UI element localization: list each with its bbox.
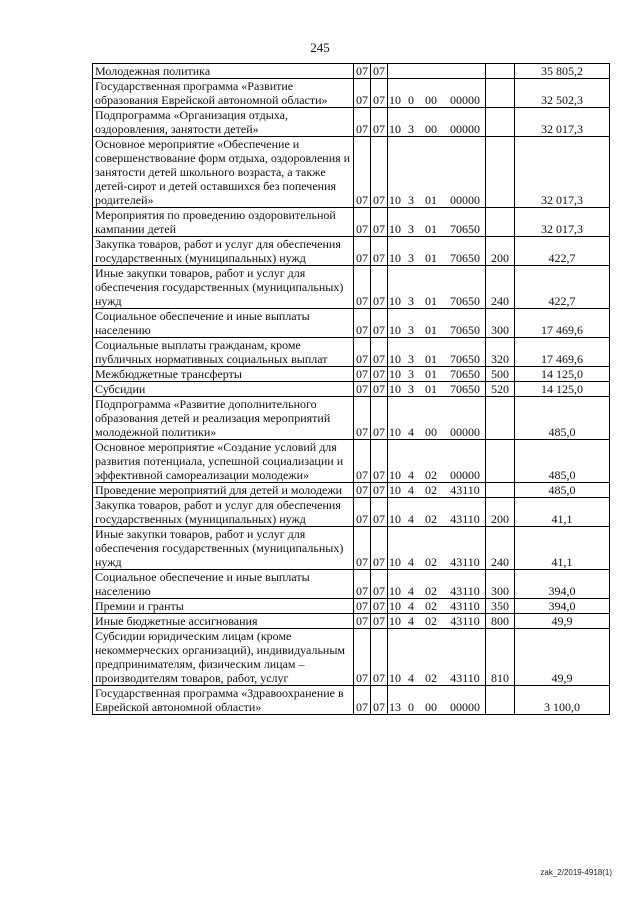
subprogram-code: 0: [408, 93, 414, 107]
expense-type-code: 200: [486, 237, 515, 266]
table-row: [93, 137, 610, 208]
program-code: 10: [389, 555, 401, 569]
row-name: Премии и гранты: [93, 599, 354, 614]
section-code: 07: [354, 440, 371, 483]
target-article-code: [388, 309, 486, 338]
activity-code: 01: [425, 294, 437, 308]
subprogram-code: 3: [408, 367, 414, 381]
target-article-parts: [389, 367, 484, 381]
activity-code: 00: [425, 700, 437, 714]
program-code: 10: [389, 367, 401, 381]
activity-code: 01: [425, 352, 437, 366]
section-code: 07: [354, 367, 371, 382]
activity-code: 00: [425, 425, 437, 439]
target-article-code: [388, 614, 486, 629]
expense-type-code: 200: [486, 498, 515, 527]
target-article-code: [388, 527, 486, 570]
row-name: Межбюджетные трансферты: [93, 367, 354, 382]
subsection-code: 07: [371, 614, 388, 629]
amount: 394,0: [515, 570, 610, 599]
activity-code: 01: [425, 382, 437, 396]
direction-code: 00000: [450, 425, 480, 439]
expense-type-code: [486, 108, 515, 137]
section-code: 07: [354, 208, 371, 237]
row-name: Иные бюджетные ассигнования: [93, 614, 354, 629]
program-code: 10: [389, 483, 401, 497]
row-name: Подпрограмма «Развитие дополнительного образования детей и реализация мероприятий молодежной политики»: [93, 397, 354, 440]
section-code: 07: [354, 64, 371, 79]
expense-type-code: 300: [486, 309, 515, 338]
target-article-code: [388, 686, 486, 715]
amount: 394,0: [515, 599, 610, 614]
target-article-parts: [389, 700, 484, 714]
target-article-parts: [389, 93, 484, 107]
activity-code: 02: [425, 468, 437, 482]
subsection-code: 07: [371, 309, 388, 338]
table-row: [93, 440, 610, 483]
section-code: 07: [354, 338, 371, 367]
expense-type-code: 350: [486, 599, 515, 614]
subsection-code: 07: [371, 629, 388, 686]
section-code: 07: [354, 527, 371, 570]
target-article-code: [388, 599, 486, 614]
row-name: Социальное обеспечение и иные выплаты населению: [93, 309, 354, 338]
expense-type-code: [486, 483, 515, 498]
subprogram-code: 0: [408, 700, 414, 714]
amount: 35 805,2: [515, 64, 610, 79]
program-code: 10: [389, 193, 401, 207]
direction-code: 00000: [450, 700, 480, 714]
subprogram-code: 4: [408, 425, 414, 439]
row-name: Основное мероприятие «Создание условий для развития потенциала, успешной социализации и эффективной самореализации молодежи»: [93, 440, 354, 483]
subsection-code: 07: [371, 208, 388, 237]
row-name: Молодежная политика: [93, 64, 354, 79]
section-code: 07: [354, 266, 371, 309]
activity-code: 02: [425, 512, 437, 526]
target-article-parts: [389, 468, 484, 482]
target-article-parts: [389, 323, 484, 337]
subsection-code: 07: [371, 137, 388, 208]
subprogram-code: 4: [408, 483, 414, 497]
subsection-code: 07: [371, 367, 388, 382]
target-article-parts: [389, 671, 484, 685]
program-code: 10: [389, 93, 401, 107]
section-code: 07: [354, 237, 371, 266]
activity-code: 02: [425, 671, 437, 685]
table-row: [93, 614, 610, 629]
subsection-code: 07: [371, 686, 388, 715]
subprogram-code: 3: [408, 294, 414, 308]
table-row: [93, 498, 610, 527]
direction-code: 43110: [450, 512, 480, 526]
target-article-parts: [389, 512, 484, 526]
subprogram-code: 4: [408, 671, 414, 685]
amount: 14 125,0: [515, 382, 610, 397]
amount: 41,1: [515, 498, 610, 527]
subsection-code: 07: [371, 498, 388, 527]
subprogram-code: 4: [408, 584, 414, 598]
row-name: Государственная программа «Развитие образования Еврейской автономной области»: [93, 79, 354, 108]
program-code: 10: [389, 323, 401, 337]
amount: 49,9: [515, 614, 610, 629]
table-row: [93, 629, 610, 686]
amount: 485,0: [515, 397, 610, 440]
activity-code: 01: [425, 367, 437, 381]
program-code: 10: [389, 425, 401, 439]
direction-code: 00000: [450, 468, 480, 482]
activity-code: 02: [425, 599, 437, 613]
table-row: [93, 483, 610, 498]
section-code: 07: [354, 108, 371, 137]
direction-code: 43110: [450, 671, 480, 685]
section-code: 07: [354, 309, 371, 338]
section-code: 07: [354, 483, 371, 498]
expense-type-code: 300: [486, 570, 515, 599]
expense-type-code: 520: [486, 382, 515, 397]
subsection-code: 07: [371, 338, 388, 367]
table-row: [93, 570, 610, 599]
direction-code: 43110: [450, 599, 480, 613]
target-article-parts: [389, 382, 484, 396]
target-article-parts: [389, 425, 484, 439]
row-name: Закупка товаров, работ и услуг для обеспечения государственных (муниципальных) нужд: [93, 237, 354, 266]
program-code: 10: [389, 512, 401, 526]
subprogram-code: 3: [408, 193, 414, 207]
row-name: Иные закупки товаров, работ и услуг для обеспечения государственных (муниципальных) нужд: [93, 527, 354, 570]
table-row: [93, 367, 610, 382]
program-code: 10: [389, 222, 401, 236]
activity-code: 02: [425, 483, 437, 497]
subprogram-code: 4: [408, 614, 414, 628]
activity-code: 02: [425, 584, 437, 598]
target-article-code: [388, 64, 486, 79]
subsection-code: 07: [371, 382, 388, 397]
amount: 17 469,6: [515, 309, 610, 338]
row-name: Закупка товаров, работ и услуг для обеспечения государственных (муниципальных) нужд: [93, 498, 354, 527]
section-code: 07: [354, 79, 371, 108]
section-code: 07: [354, 570, 371, 599]
subprogram-code: 3: [408, 323, 414, 337]
target-article-code: [388, 397, 486, 440]
section-code: 07: [354, 382, 371, 397]
expense-type-code: 800: [486, 614, 515, 629]
program-code: 10: [389, 468, 401, 482]
subsection-code: 07: [371, 483, 388, 498]
expense-type-code: 810: [486, 629, 515, 686]
activity-code: 02: [425, 614, 437, 628]
table-row: [93, 64, 610, 79]
subsection-code: 07: [371, 440, 388, 483]
amount: 49,9: [515, 629, 610, 686]
amount: 32 502,3: [515, 79, 610, 108]
page-number: 245: [310, 40, 330, 55]
target-article-parts: [389, 584, 484, 598]
amount: 32 017,3: [515, 208, 610, 237]
target-article-code: [388, 382, 486, 397]
budget-table: [92, 63, 610, 715]
expense-type-code: [486, 686, 515, 715]
activity-code: 01: [425, 193, 437, 207]
direction-code: 00000: [450, 122, 480, 136]
subprogram-code: 4: [408, 555, 414, 569]
program-code: 10: [389, 294, 401, 308]
amount: 41,1: [515, 527, 610, 570]
amount: 3 100,0: [515, 686, 610, 715]
program-code: 10: [389, 584, 401, 598]
row-name: Субсидии: [93, 382, 354, 397]
target-article-code: [388, 79, 486, 108]
table-row: [93, 338, 610, 367]
direction-code: 70650: [450, 294, 480, 308]
subsection-code: 07: [371, 570, 388, 599]
direction-code: 00000: [450, 193, 480, 207]
expense-type-code: [486, 79, 515, 108]
target-article-parts: [389, 193, 484, 207]
table-row: [93, 382, 610, 397]
target-article-code: [388, 570, 486, 599]
target-article-parts: [389, 599, 484, 613]
target-article-parts: [389, 352, 484, 366]
section-code: 07: [354, 498, 371, 527]
expense-type-code: 240: [486, 527, 515, 570]
target-article-code: [388, 498, 486, 527]
subprogram-code: 4: [408, 599, 414, 613]
subprogram-code: 4: [408, 512, 414, 526]
target-article-code: [388, 338, 486, 367]
row-name: Иные закупки товаров, работ и услуг для обеспечения государственных (муниципальных) нужд: [93, 266, 354, 309]
activity-code: 00: [425, 122, 437, 136]
table-row: [93, 208, 610, 237]
expense-type-code: [486, 64, 515, 79]
budget-table-body: [93, 64, 610, 715]
target-article-code: [388, 137, 486, 208]
row-name: Проведение мероприятий для детей и молодежи: [93, 483, 354, 498]
target-article-code: [388, 629, 486, 686]
row-name: Подпрограмма «Организация отдыха, оздоровления, занятости детей»: [93, 108, 354, 137]
amount: 422,7: [515, 266, 610, 309]
program-code: 13: [389, 700, 401, 714]
amount: 32 017,3: [515, 108, 610, 137]
amount: 485,0: [515, 483, 610, 498]
amount: 14 125,0: [515, 367, 610, 382]
amount: 422,7: [515, 237, 610, 266]
target-article-parts: [389, 222, 484, 236]
subprogram-code: 3: [408, 251, 414, 265]
program-code: 10: [389, 122, 401, 136]
subprogram-code: 3: [408, 352, 414, 366]
expense-type-code: [486, 440, 515, 483]
row-name: Мероприятия по проведению оздоровительной кампании детей: [93, 208, 354, 237]
section-code: 07: [354, 137, 371, 208]
section-code: 07: [354, 629, 371, 686]
subsection-code: 07: [371, 64, 388, 79]
target-article-code: [388, 483, 486, 498]
table-row: [93, 266, 610, 309]
target-article-parts: [389, 122, 484, 136]
subsection-code: 07: [371, 527, 388, 570]
subsection-code: 07: [371, 79, 388, 108]
activity-code: 00: [425, 93, 437, 107]
program-code: 10: [389, 251, 401, 265]
direction-code: 43110: [450, 614, 480, 628]
target-article-code: [388, 440, 486, 483]
subprogram-code: 3: [408, 222, 414, 236]
table-row: [93, 309, 610, 338]
expense-type-code: 320: [486, 338, 515, 367]
program-code: 10: [389, 352, 401, 366]
subsection-code: 07: [371, 108, 388, 137]
target-article-code: [388, 367, 486, 382]
program-code: 10: [389, 599, 401, 613]
direction-code: 70650: [450, 367, 480, 381]
table-row: [93, 397, 610, 440]
direction-code: 70650: [450, 352, 480, 366]
amount: 32 017,3: [515, 137, 610, 208]
subsection-code: 07: [371, 237, 388, 266]
subprogram-code: 4: [408, 468, 414, 482]
table-row: [93, 108, 610, 137]
direction-code: 43110: [450, 584, 480, 598]
direction-code: 70650: [450, 222, 480, 236]
expense-type-code: [486, 208, 515, 237]
program-code: 10: [389, 671, 401, 685]
expense-type-code: 240: [486, 266, 515, 309]
direction-code: 00000: [450, 93, 480, 107]
table-row: [93, 599, 610, 614]
table-row: [93, 686, 610, 715]
amount: 17 469,6: [515, 338, 610, 367]
activity-code: 01: [425, 323, 437, 337]
target-article-code: [388, 208, 486, 237]
amount: 485,0: [515, 440, 610, 483]
target-article-parts: [389, 614, 484, 628]
program-code: 10: [389, 382, 401, 396]
direction-code: 43110: [450, 555, 480, 569]
expense-type-code: [486, 397, 515, 440]
row-name: Социальное обеспечение и иные выплаты населению: [93, 570, 354, 599]
row-name: Субсидии юридическим лицам (кроме некоммерческих организаций), индивидуальным предпринимателям, физическим лицам – производителям товаров, работ, услуг: [93, 629, 354, 686]
section-code: 07: [354, 599, 371, 614]
subsection-code: 07: [371, 397, 388, 440]
subsection-code: 07: [371, 266, 388, 309]
expense-type-code: 500: [486, 367, 515, 382]
document-reference: zak_2/2019-4918(1): [540, 868, 612, 877]
direction-code: 70650: [450, 382, 480, 396]
section-code: 07: [354, 686, 371, 715]
subprogram-code: 3: [408, 382, 414, 396]
table-row: [93, 527, 610, 570]
target-article-parts: [389, 294, 484, 308]
table-row: [93, 79, 610, 108]
section-code: 07: [354, 397, 371, 440]
target-article-parts: [389, 555, 484, 569]
row-name: Государственная программа «Здравоохранение в Еврейской автономной области»: [93, 686, 354, 715]
target-article-parts: [389, 251, 484, 265]
row-name: Основное мероприятие «Обеспечение и совершенствование форм отдыха, оздоровления и занятости детей школьного возраста, а также детей-сирот и детей оставшихся без попечения родителей»: [93, 137, 354, 208]
activity-code: 01: [425, 251, 437, 265]
direction-code: 70650: [450, 323, 480, 337]
program-code: 10: [389, 614, 401, 628]
direction-code: 70650: [450, 251, 480, 265]
target-article-parts: [389, 483, 484, 497]
section-code: 07: [354, 614, 371, 629]
activity-code: 01: [425, 222, 437, 236]
subsection-code: 07: [371, 599, 388, 614]
activity-code: 02: [425, 555, 437, 569]
expense-type-code: [486, 137, 515, 208]
target-article-code: [388, 266, 486, 309]
direction-code: 43110: [450, 483, 480, 497]
row-name: Социальные выплаты гражданам, кроме публичных нормативных социальных выплат: [93, 338, 354, 367]
subprogram-code: 3: [408, 122, 414, 136]
target-article-code: [388, 108, 486, 137]
table-row: [93, 237, 610, 266]
target-article-code: [388, 237, 486, 266]
